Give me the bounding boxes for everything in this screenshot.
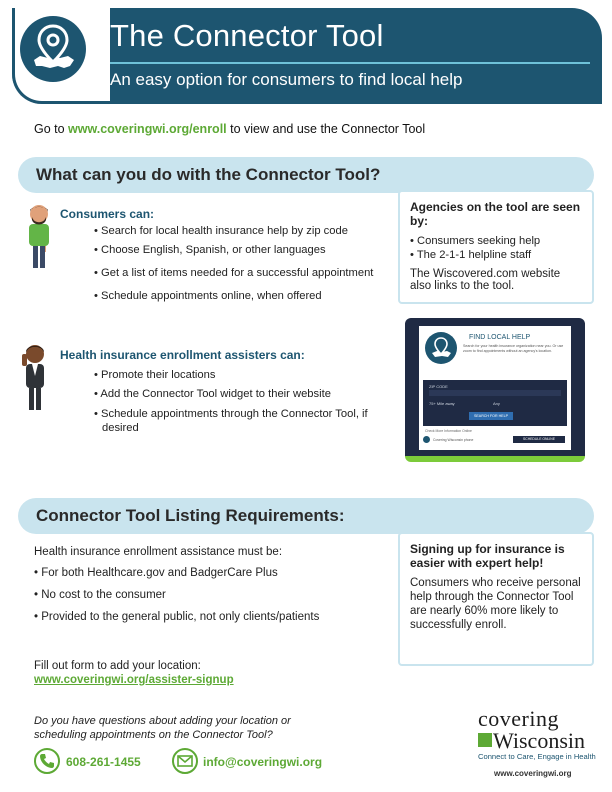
map-pin-icon (425, 332, 457, 364)
screenshot-footer-link: Check More Information Online (425, 429, 472, 433)
screenshot-title: FIND LOCAL HELP (469, 334, 531, 341)
list-item: • Schedule appointments through the Connector Tool, if desired (94, 407, 394, 435)
consumers-list (94, 224, 384, 303)
intro-prefix: Go to (34, 122, 69, 136)
list-item: • No cost to the consumer (34, 588, 374, 602)
screenshot-zip-input (429, 390, 561, 396)
consumers-heading: Consumers can: (60, 207, 155, 221)
section-banner-what-can-you-do (18, 157, 594, 193)
expert-help-body: Consumers who receive personal help through the Connector Tool are nearly 60% more likely to successfully enroll. (410, 577, 581, 631)
logo-website[interactable]: www.coveringwi.org (494, 769, 572, 778)
assisters-list (94, 368, 394, 435)
logo-wisconsin: Wisconsin (493, 728, 585, 753)
agencies-card (398, 190, 594, 304)
screenshot-footer-logo (423, 436, 430, 443)
intro-suffix: to view and use the Connector Tool (226, 122, 426, 136)
screenshot-field-label: ZIP CODE (429, 384, 448, 389)
screenshot-search-button: SEARCH FOR HELP (469, 412, 513, 420)
list-item: • Choose English, Spanish, or other languages (94, 243, 384, 257)
enroll-link[interactable]: www.coveringwi.org/enroll (68, 122, 227, 136)
list-item: • Search for local health insurance help by zip code (94, 224, 384, 238)
logo-tagline: Connect to Care, Engage in Health (478, 752, 596, 761)
footer-question: Do you have questions about adding your location or scheduling appointments on the Connector Tool? (34, 715, 291, 741)
page-subtitle: An easy option for consumers to find local help (110, 70, 463, 89)
phone-number[interactable]: 608-261-1455 (66, 755, 141, 769)
screenshot-screen (419, 326, 571, 450)
list-item: • Get a list of items needed for a successful appointment (94, 266, 384, 280)
screenshot-blurb: Search for your health insurance organization near you. Or use zoom to find appointments without an agency's location. (463, 344, 564, 353)
section-banner-listing-requirements (18, 498, 594, 534)
phone-icon (34, 748, 60, 774)
list-item: • Consumers seeking help (410, 234, 582, 248)
assister-avatar (20, 342, 50, 414)
agencies-card-title: Agencies on the tool are seen by: (410, 200, 581, 228)
page-title: The Connector Tool (110, 18, 384, 53)
agencies-card-note: The Wiscovered.com website also links to the tool. (410, 268, 561, 292)
logo-green-square (478, 733, 492, 747)
screenshot-footer-brand: Covering Wisconsin phone (433, 438, 474, 442)
expert-help-card (398, 532, 594, 666)
list-item: • For both Healthcare.gov and BadgerCare Plus (34, 566, 374, 580)
assisters-heading: Health insurance enrollment assisters can: (60, 348, 305, 362)
screenshot-distance: 75+ Mile away (429, 401, 455, 406)
screenshot-form (423, 380, 567, 426)
logo-covering: covering (478, 706, 559, 731)
screenshot-schedule-button: SCHEDULE ONLINE (513, 436, 565, 443)
list-item: • Promote their locations (94, 368, 394, 382)
list-item: • Provided to the general public, not only clients/patients (34, 610, 374, 624)
screenshot-language: Any (493, 401, 500, 406)
requirements-lead: Health insurance enrollment assistance must be: (34, 546, 283, 558)
list-item: • The 2-1-1 helpline staff (410, 248, 582, 262)
section-title: Connector Tool Listing Requirements: (36, 506, 345, 525)
section-title: What can you do with the Connector Tool? (36, 165, 381, 184)
signup-text: Fill out form to add your location: (34, 660, 201, 672)
map-pin-icon (20, 16, 86, 82)
connector-tool-screenshot (405, 318, 585, 462)
email-address[interactable]: info@coveringwi.org (203, 755, 323, 769)
expert-help-title: Signing up for insurance is easier with expert help! (410, 542, 565, 570)
header-divider (110, 62, 590, 64)
list-item: • Add the Connector Tool widget to their website (94, 387, 394, 401)
consumer-avatar (24, 202, 54, 274)
requirements-list (34, 566, 374, 624)
email-icon (172, 748, 198, 774)
list-item: • Schedule appointments online, when offered (94, 289, 384, 303)
assister-signup-link[interactable]: www.coveringwi.org/assister-signup (34, 674, 234, 686)
intro-line (34, 122, 425, 136)
